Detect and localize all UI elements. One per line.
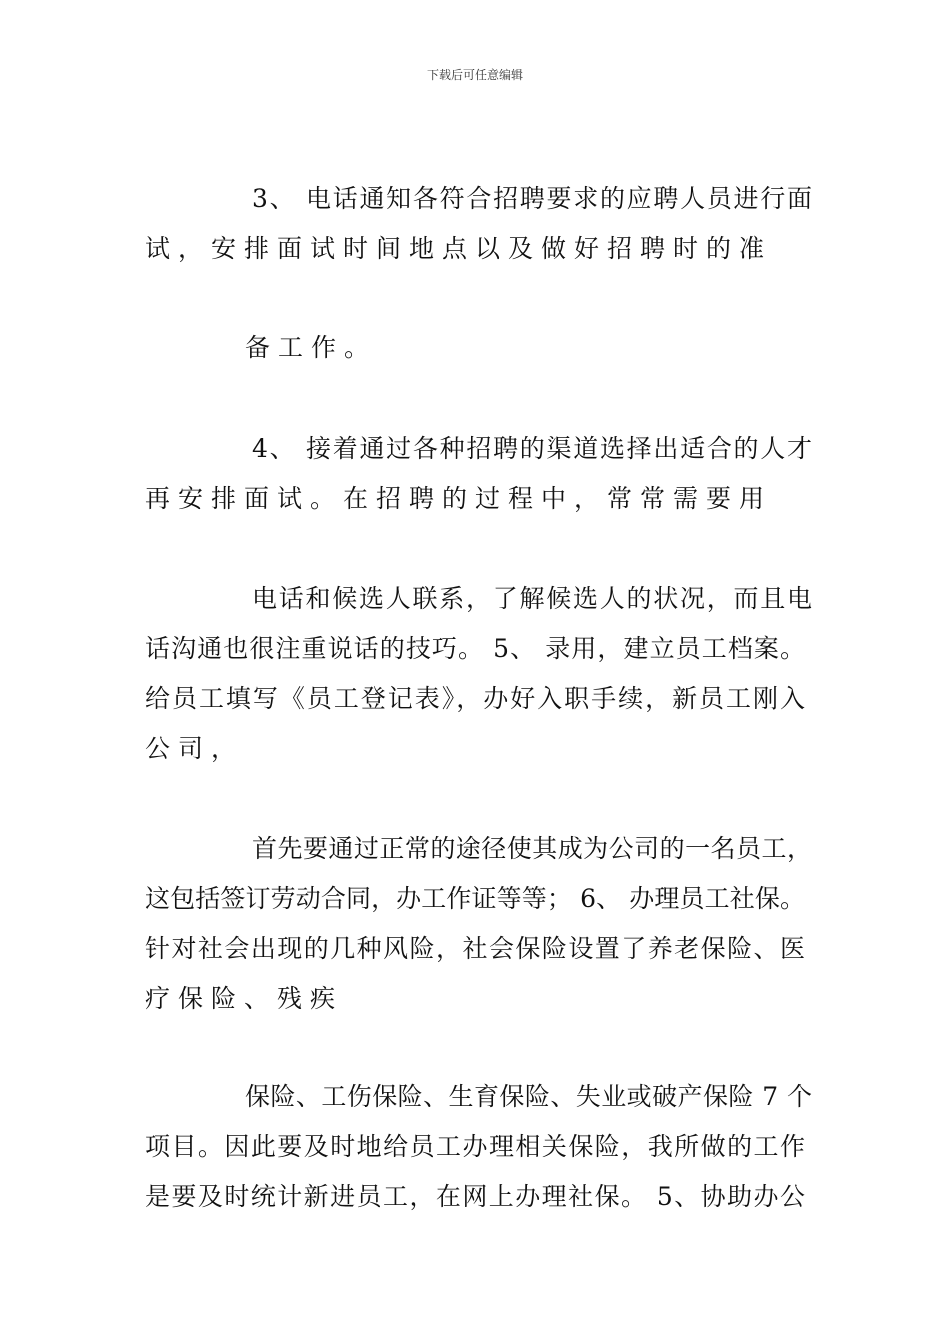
text-line-2: 试，安排面试时间地点以及做好招聘时的准 (145, 234, 773, 263)
text-line-14: 保险、工伤保险、生育保险、失业或破产保险 7 个 (245, 1082, 813, 1111)
text-line-7: 话沟通也很注重说话的技巧。 5、 录用，建立员工档案。 (145, 634, 807, 663)
text-line-10: 首先要通过正常的途径使其成为公司的一名员工， (252, 834, 813, 863)
text-line-15: 项目。因此要及时地给员工办理相关保险，我所做的工作 (145, 1132, 807, 1161)
text-line-6: 电话和候选人联系，了解候选人的状况，而且电 (252, 584, 814, 613)
text-line-9: 公司， (145, 734, 245, 763)
text-line-3: 备工作。 (245, 333, 378, 362)
text-line-8: 给员工填写《员工登记表》，办好入职手续，新员工刚入 (145, 684, 807, 713)
text-line-12: 针对社会出现的几种风险，社会保险设置了养老保险、医 (145, 934, 807, 963)
text-line-4: 4、 接着通过各种招聘的渠道选择出适合的人才 (252, 434, 814, 463)
text-line-5: 再安排面试。在招聘的过程中，常常需要用 (145, 484, 773, 513)
text-line-1: 3、 电话通知各符合招聘要求的应聘人员进行面 (252, 184, 814, 213)
text-line-13: 疗保险、残疾 (145, 984, 344, 1013)
text-line-11: 这包括签订劳动合同，办工作证等等； 6、 办理员工社保。 (145, 884, 806, 913)
text-line-16: 是要及时统计新进员工，在网上办理社保。 5、协助办公 (145, 1182, 807, 1211)
page-header: 下载后可任意编辑 (426, 68, 523, 82)
